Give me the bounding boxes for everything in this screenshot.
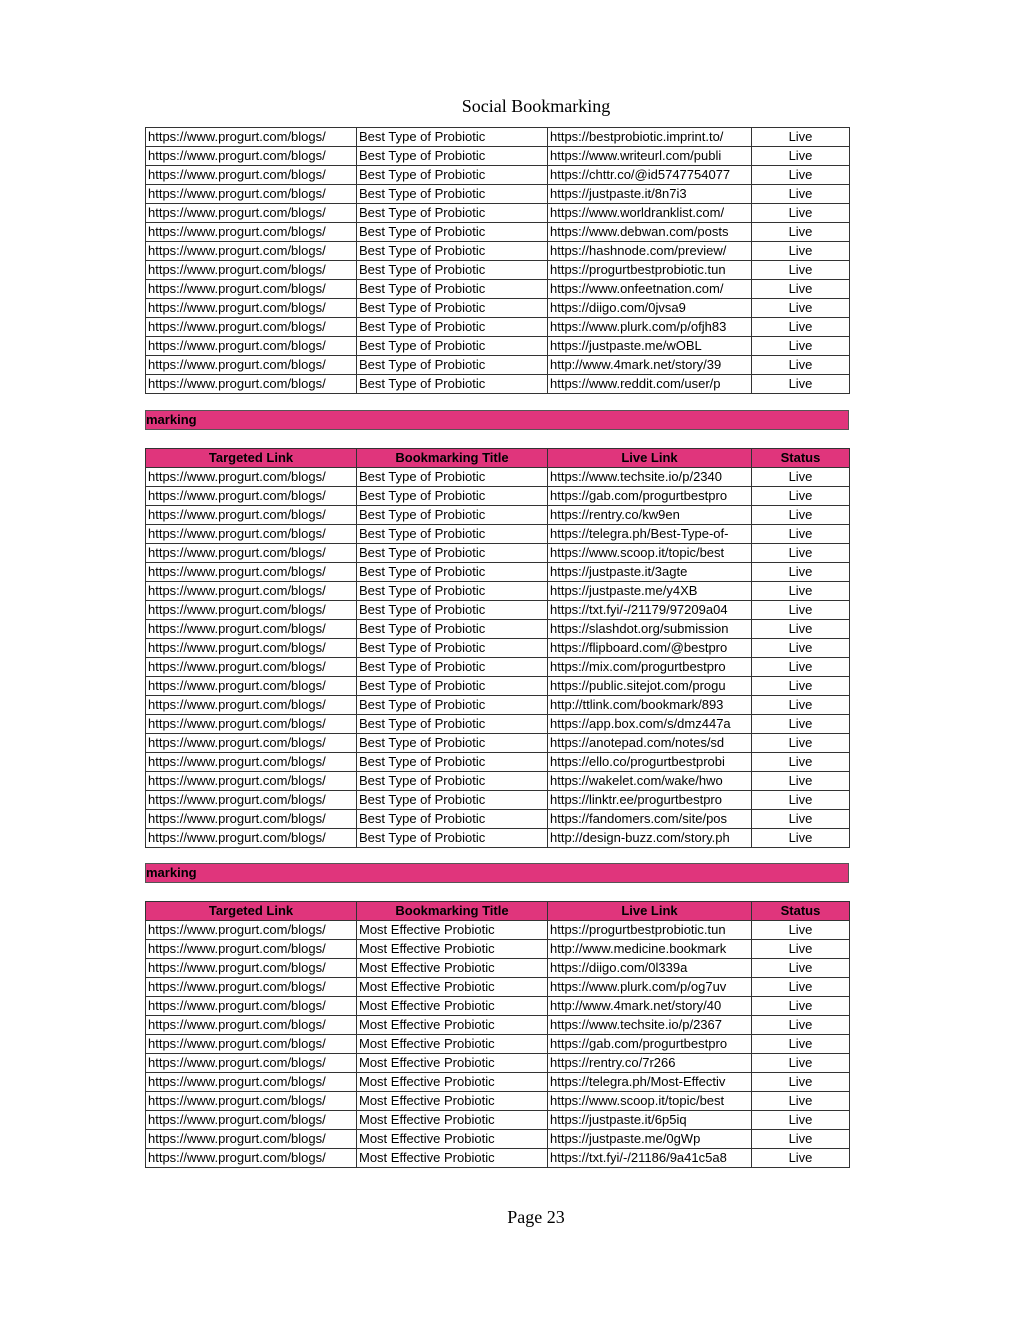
bookmarking-title-cell: Best Type of Probiotic — [357, 280, 548, 299]
column-header-live-link: Live Link — [548, 449, 752, 468]
targeted-link-cell[interactable]: https://www.progurt.com/blogs/ — [146, 261, 357, 280]
targeted-link-cell[interactable]: https://www.progurt.com/blogs/ — [146, 677, 357, 696]
targeted-link-cell[interactable]: https://www.progurt.com/blogs/ — [146, 829, 357, 848]
live-link-cell[interactable]: https://txt.fyi/-/21186/9a41c5a8 — [548, 1149, 752, 1168]
bookmarking-title-cell: Best Type of Probiotic — [357, 375, 548, 394]
bookmarking-title-cell: Most Effective Probiotic — [357, 997, 548, 1016]
status-cell: Live — [752, 204, 850, 223]
status-cell: Live — [752, 959, 850, 978]
targeted-link-cell[interactable]: https://www.progurt.com/blogs/ — [146, 940, 357, 959]
targeted-link-cell[interactable]: https://www.progurt.com/blogs/ — [146, 1073, 357, 1092]
table-row — [146, 299, 850, 318]
table-row — [146, 468, 850, 487]
targeted-link-cell[interactable]: https://www.progurt.com/blogs/ — [146, 696, 357, 715]
status-cell: Live — [752, 677, 850, 696]
table-row — [146, 1130, 850, 1149]
bookmark-table-1 — [145, 127, 850, 394]
bookmarking-title-cell: Most Effective Probiotic — [357, 978, 548, 997]
bookmarking-title-cell: Best Type of Probiotic — [357, 318, 548, 337]
bookmarking-title-cell: Most Effective Probiotic — [357, 1149, 548, 1168]
targeted-link-cell[interactable]: https://www.progurt.com/blogs/ — [146, 147, 357, 166]
bookmarking-title-cell: Most Effective Probiotic — [357, 1130, 548, 1149]
bookmarking-title-cell: Best Type of Probiotic — [357, 242, 548, 261]
targeted-link-cell[interactable]: https://www.progurt.com/blogs/ — [146, 375, 357, 394]
status-cell: Live — [752, 940, 850, 959]
targeted-link-cell[interactable]: https://www.progurt.com/blogs/ — [146, 978, 357, 997]
table-row — [146, 356, 850, 375]
live-link-cell[interactable]: https://www.plurk.com/p/ofjh83 — [548, 318, 752, 337]
targeted-link-cell[interactable]: https://www.progurt.com/blogs/ — [146, 223, 357, 242]
status-cell: Live — [752, 696, 850, 715]
bookmarking-title-cell: Best Type of Probiotic — [357, 487, 548, 506]
status-cell: Live — [752, 223, 850, 242]
live-link-cell[interactable]: https://www.worldranklist.com/ — [548, 204, 752, 223]
status-cell: Live — [752, 166, 850, 185]
status-cell: Live — [752, 128, 850, 147]
status-cell: Live — [752, 1149, 850, 1168]
targeted-link-cell[interactable]: https://www.progurt.com/blogs/ — [146, 772, 357, 791]
live-link-cell[interactable]: http://ttlink.com/bookmark/893 — [548, 696, 752, 715]
section-header-bar: marking — [145, 410, 849, 430]
table-row — [146, 242, 850, 261]
table-row — [146, 921, 850, 940]
live-link-cell[interactable]: https://diigo.com/0jvsa9 — [548, 299, 752, 318]
bookmarking-title-cell: Best Type of Probiotic — [357, 544, 548, 563]
targeted-link-cell[interactable]: https://www.progurt.com/blogs/ — [146, 1130, 357, 1149]
table-row — [146, 940, 850, 959]
targeted-link-cell[interactable]: https://www.progurt.com/blogs/ — [146, 658, 357, 677]
table-row — [146, 997, 850, 1016]
targeted-link-cell[interactable]: https://www.progurt.com/blogs/ — [146, 734, 357, 753]
live-link-cell[interactable]: https://www.reddit.com/user/p — [548, 375, 752, 394]
status-cell: Live — [752, 261, 850, 280]
status-cell: Live — [752, 487, 850, 506]
table-row — [146, 734, 850, 753]
targeted-link-cell[interactable]: https://www.progurt.com/blogs/ — [146, 810, 357, 829]
status-cell: Live — [752, 242, 850, 261]
status-cell: Live — [752, 601, 850, 620]
targeted-link-cell[interactable]: https://www.progurt.com/blogs/ — [146, 1035, 357, 1054]
live-link-cell[interactable]: https://progurtbestprobiotic.tun — [548, 921, 752, 940]
targeted-link-cell[interactable]: https://www.progurt.com/blogs/ — [146, 242, 357, 261]
bookmarking-title-cell: Best Type of Probiotic — [357, 601, 548, 620]
live-link-cell[interactable]: https://chttr.co/@id5747754077 — [548, 166, 752, 185]
status-cell: Live — [752, 582, 850, 601]
live-link-cell[interactable]: https://justpaste.me/wOBL — [548, 337, 752, 356]
targeted-link-cell[interactable]: https://www.progurt.com/blogs/ — [146, 356, 357, 375]
live-link-cell[interactable]: https://www.techsite.io/p/2367 — [548, 1016, 752, 1035]
table-row — [146, 1073, 850, 1092]
bookmarking-title-cell: Best Type of Probiotic — [357, 791, 548, 810]
targeted-link-cell[interactable]: https://www.progurt.com/blogs/ — [146, 959, 357, 978]
status-cell: Live — [752, 1073, 850, 1092]
bookmarking-title-cell: Most Effective Probiotic — [357, 1073, 548, 1092]
status-cell: Live — [752, 1016, 850, 1035]
table-row — [146, 185, 850, 204]
live-link-cell[interactable]: http://www.4mark.net/story/39 — [548, 356, 752, 375]
live-link-cell[interactable]: https://ello.co/progurtbestprobi — [548, 753, 752, 772]
page-number: Page 23 — [507, 1207, 565, 1227]
column-header-bookmarking-title: Bookmarking Title — [357, 449, 548, 468]
bookmarking-title-cell: Best Type of Probiotic — [357, 753, 548, 772]
live-link-cell[interactable]: https://www.plurk.com/p/og7uv — [548, 978, 752, 997]
targeted-link-cell[interactable]: https://www.progurt.com/blogs/ — [146, 1092, 357, 1111]
bookmarking-title-cell: Best Type of Probiotic — [357, 696, 548, 715]
bookmarking-title-cell: Most Effective Probiotic — [357, 1035, 548, 1054]
bookmarking-title-cell: Best Type of Probiotic — [357, 658, 548, 677]
live-link-cell[interactable]: https://www.scoop.it/topic/best — [548, 544, 752, 563]
status-cell: Live — [752, 506, 850, 525]
live-link-cell[interactable]: https://rentry.co/kw9en — [548, 506, 752, 525]
live-link-cell[interactable]: http://www.4mark.net/story/40 — [548, 997, 752, 1016]
bookmarking-title-cell: Most Effective Probiotic — [357, 921, 548, 940]
table-row — [146, 715, 850, 734]
status-cell: Live — [752, 356, 850, 375]
table-row — [146, 753, 850, 772]
bookmarking-title-cell: Best Type of Probiotic — [357, 734, 548, 753]
bookmarking-title-cell: Best Type of Probiotic — [357, 620, 548, 639]
targeted-link-cell[interactable]: https://www.progurt.com/blogs/ — [146, 791, 357, 810]
status-cell: Live — [752, 921, 850, 940]
table-row — [146, 128, 850, 147]
table-row — [146, 487, 850, 506]
targeted-link-cell[interactable]: https://www.progurt.com/blogs/ — [146, 280, 357, 299]
status-cell: Live — [752, 318, 850, 337]
table-row — [146, 791, 850, 810]
bookmarking-title-cell: Best Type of Probiotic — [357, 223, 548, 242]
bookmarking-title-cell: Best Type of Probiotic — [357, 185, 548, 204]
live-link-cell[interactable]: http://www.medicine.bookmark — [548, 940, 752, 959]
status-cell: Live — [752, 1054, 850, 1073]
status-cell: Live — [752, 280, 850, 299]
status-cell: Live — [752, 299, 850, 318]
bookmarking-title-cell: Best Type of Probiotic — [357, 772, 548, 791]
live-link-cell[interactable]: https://bestprobiotic.imprint.to/ — [548, 128, 752, 147]
table-row — [146, 1111, 850, 1130]
live-link-cell[interactable]: https://telegra.ph/Best-Type-of- — [548, 525, 752, 544]
table-row — [146, 147, 850, 166]
column-header-targeted-link: Targeted Link — [146, 902, 357, 921]
bookmarking-title-cell: Most Effective Probiotic — [357, 1092, 548, 1111]
column-header-targeted-link: Targeted Link — [146, 449, 357, 468]
targeted-link-cell[interactable]: https://www.progurt.com/blogs/ — [146, 525, 357, 544]
status-cell: Live — [752, 337, 850, 356]
targeted-link-cell[interactable]: https://www.progurt.com/blogs/ — [146, 337, 357, 356]
bookmarking-title-cell: Best Type of Probiotic — [357, 468, 548, 487]
live-link-cell[interactable]: https://justpaste.me/y4XB — [548, 582, 752, 601]
targeted-link-cell[interactable]: https://www.progurt.com/blogs/ — [146, 582, 357, 601]
column-header-status: Status — [752, 449, 850, 468]
bookmark-table-3 — [145, 901, 850, 1168]
status-cell: Live — [752, 639, 850, 658]
targeted-link-cell[interactable]: https://www.progurt.com/blogs/ — [146, 185, 357, 204]
status-cell: Live — [752, 1092, 850, 1111]
table-row — [146, 261, 850, 280]
bookmarking-title-cell: Best Type of Probiotic — [357, 506, 548, 525]
live-link-cell[interactable]: https://justpaste.it/6p5iq — [548, 1111, 752, 1130]
table-row — [146, 337, 850, 356]
targeted-link-cell[interactable]: https://www.progurt.com/blogs/ — [146, 921, 357, 940]
bookmarking-title-cell: Best Type of Probiotic — [357, 677, 548, 696]
status-cell: Live — [752, 978, 850, 997]
targeted-link-cell[interactable]: https://www.progurt.com/blogs/ — [146, 563, 357, 582]
table-row — [146, 280, 850, 299]
table-row — [146, 959, 850, 978]
live-link-cell[interactable]: https://gab.com/progurtbestpro — [548, 1035, 752, 1054]
section-header-bar: marking — [145, 863, 849, 883]
bookmarking-title-cell: Most Effective Probiotic — [357, 1111, 548, 1130]
status-cell: Live — [752, 829, 850, 848]
live-link-cell[interactable]: https://justpaste.me/0gWp — [548, 1130, 752, 1149]
bookmarking-title-cell: Most Effective Probiotic — [357, 940, 548, 959]
status-cell: Live — [752, 997, 850, 1016]
table-row — [146, 525, 850, 544]
table-row — [146, 544, 850, 563]
live-link-cell[interactable]: https://linktr.ee/progurtbestpro — [548, 791, 752, 810]
live-link-cell[interactable]: https://public.sitejot.com/progu — [548, 677, 752, 696]
bookmarking-title-cell: Most Effective Probiotic — [357, 959, 548, 978]
table-row — [146, 696, 850, 715]
table-row — [146, 772, 850, 791]
live-link-cell[interactable]: https://www.debwan.com/posts — [548, 223, 752, 242]
page-title: Social Bookmarking — [461, 96, 611, 116]
table-row — [146, 810, 850, 829]
bookmarking-title-cell: Best Type of Probiotic — [357, 563, 548, 582]
status-cell: Live — [752, 753, 850, 772]
status-cell: Live — [752, 791, 850, 810]
targeted-link-cell[interactable]: https://www.progurt.com/blogs/ — [146, 753, 357, 772]
status-cell: Live — [752, 1035, 850, 1054]
table-row — [146, 582, 850, 601]
bookmarking-title-cell: Best Type of Probiotic — [357, 204, 548, 223]
status-cell: Live — [752, 1111, 850, 1130]
live-link-cell[interactable]: https://rentry.co/7r266 — [548, 1054, 752, 1073]
targeted-link-cell[interactable]: https://www.progurt.com/blogs/ — [146, 506, 357, 525]
table-row — [146, 223, 850, 242]
table-row — [146, 166, 850, 185]
table-row — [146, 204, 850, 223]
targeted-link-cell[interactable]: https://www.progurt.com/blogs/ — [146, 318, 357, 337]
table-row — [146, 318, 850, 337]
targeted-link-cell[interactable]: https://www.progurt.com/blogs/ — [146, 544, 357, 563]
table-row — [146, 658, 850, 677]
live-link-cell[interactable]: https://justpaste.it/8n7i3 — [548, 185, 752, 204]
bookmarking-title-cell: Best Type of Probiotic — [357, 639, 548, 658]
table-row — [146, 1092, 850, 1111]
targeted-link-cell[interactable]: https://www.progurt.com/blogs/ — [146, 1111, 357, 1130]
live-link-cell[interactable]: https://www.onfeetnation.com/ — [548, 280, 752, 299]
column-header-live-link: Live Link — [548, 902, 752, 921]
table-header-row — [146, 902, 850, 921]
targeted-link-cell[interactable]: https://www.progurt.com/blogs/ — [146, 468, 357, 487]
table-row — [146, 978, 850, 997]
status-cell: Live — [752, 147, 850, 166]
live-link-cell[interactable]: https://www.techsite.io/p/2340 — [548, 468, 752, 487]
column-header-bookmarking-title: Bookmarking Title — [357, 902, 548, 921]
status-cell: Live — [752, 525, 850, 544]
bookmarking-title-cell: Best Type of Probiotic — [357, 261, 548, 280]
bookmarking-title-cell: Best Type of Probiotic — [357, 715, 548, 734]
bookmark-table-2 — [145, 448, 850, 848]
targeted-link-cell[interactable]: https://www.progurt.com/blogs/ — [146, 204, 357, 223]
live-link-cell[interactable]: https://www.scoop.it/topic/best — [548, 1092, 752, 1111]
table-row — [146, 563, 850, 582]
targeted-link-cell[interactable]: https://www.progurt.com/blogs/ — [146, 166, 357, 185]
live-link-cell[interactable]: https://progurtbestprobiotic.tun — [548, 261, 752, 280]
live-link-cell[interactable]: https://wakelet.com/wake/hwo — [548, 772, 752, 791]
table-row — [146, 1149, 850, 1168]
live-link-cell[interactable]: https://diigo.com/0l339a — [548, 959, 752, 978]
bookmarking-title-cell: Best Type of Probiotic — [357, 356, 548, 375]
status-cell: Live — [752, 375, 850, 394]
table-row — [146, 1054, 850, 1073]
status-cell: Live — [752, 185, 850, 204]
bookmarking-title-cell: Best Type of Probiotic — [357, 525, 548, 544]
targeted-link-cell[interactable]: https://www.progurt.com/blogs/ — [146, 997, 357, 1016]
targeted-link-cell[interactable]: https://www.progurt.com/blogs/ — [146, 299, 357, 318]
targeted-link-cell[interactable]: https://www.progurt.com/blogs/ — [146, 1054, 357, 1073]
live-link-cell[interactable]: https://hashnode.com/preview/ — [548, 242, 752, 261]
live-link-cell[interactable]: https://mix.com/progurtbestpro — [548, 658, 752, 677]
table-row — [146, 639, 850, 658]
live-link-cell[interactable]: https://www.writeurl.com/publi — [548, 147, 752, 166]
bookmarking-title-cell: Most Effective Probiotic — [357, 1016, 548, 1035]
bookmarking-title-cell: Best Type of Probiotic — [357, 810, 548, 829]
live-link-cell[interactable]: https://slashdot.org/submission — [548, 620, 752, 639]
status-cell: Live — [752, 715, 850, 734]
live-link-cell[interactable]: https://fandomers.com/site/pos — [548, 810, 752, 829]
targeted-link-cell[interactable]: https://www.progurt.com/blogs/ — [146, 1016, 357, 1035]
live-link-cell[interactable]: https://telegra.ph/Most-Effectiv — [548, 1073, 752, 1092]
status-cell: Live — [752, 810, 850, 829]
status-cell: Live — [752, 772, 850, 791]
status-cell: Live — [752, 1130, 850, 1149]
table-header-row — [146, 449, 850, 468]
column-header-status: Status — [752, 902, 850, 921]
live-link-cell[interactable]: http://design-buzz.com/story.ph — [548, 829, 752, 848]
status-cell: Live — [752, 563, 850, 582]
targeted-link-cell[interactable]: https://www.progurt.com/blogs/ — [146, 128, 357, 147]
status-cell: Live — [752, 734, 850, 753]
live-link-cell[interactable]: https://justpaste.it/3agte — [548, 563, 752, 582]
targeted-link-cell[interactable]: https://www.progurt.com/blogs/ — [146, 601, 357, 620]
table-row — [146, 829, 850, 848]
status-cell: Live — [752, 658, 850, 677]
table-row — [146, 620, 850, 639]
live-link-cell[interactable]: https://app.box.com/s/dmz447a — [548, 715, 752, 734]
targeted-link-cell[interactable]: https://www.progurt.com/blogs/ — [146, 715, 357, 734]
bookmarking-title-cell: Best Type of Probiotic — [357, 166, 548, 185]
live-link-cell[interactable]: https://flipboard.com/@bestpro — [548, 639, 752, 658]
live-link-cell[interactable]: https://txt.fyi/-/21179/97209a04 — [548, 601, 752, 620]
targeted-link-cell[interactable]: https://www.progurt.com/blogs/ — [146, 487, 357, 506]
live-link-cell[interactable]: https://anotepad.com/notes/sd — [548, 734, 752, 753]
table-row — [146, 506, 850, 525]
table-row — [146, 677, 850, 696]
table-row — [146, 1016, 850, 1035]
status-cell: Live — [752, 620, 850, 639]
targeted-link-cell[interactable]: https://www.progurt.com/blogs/ — [146, 639, 357, 658]
table-row — [146, 375, 850, 394]
bookmarking-title-cell: Best Type of Probiotic — [357, 337, 548, 356]
live-link-cell[interactable]: https://gab.com/progurtbestpro — [548, 487, 752, 506]
table-row — [146, 1035, 850, 1054]
bookmarking-title-cell: Best Type of Probiotic — [357, 582, 548, 601]
status-cell: Live — [752, 544, 850, 563]
bookmarking-title-cell: Best Type of Probiotic — [357, 829, 548, 848]
bookmarking-title-cell: Best Type of Probiotic — [357, 299, 548, 318]
targeted-link-cell[interactable]: https://www.progurt.com/blogs/ — [146, 1149, 357, 1168]
bookmarking-title-cell: Best Type of Probiotic — [357, 128, 548, 147]
bookmarking-title-cell: Best Type of Probiotic — [357, 147, 548, 166]
table-row — [146, 601, 850, 620]
status-cell: Live — [752, 468, 850, 487]
bookmarking-title-cell: Most Effective Probiotic — [357, 1054, 548, 1073]
targeted-link-cell[interactable]: https://www.progurt.com/blogs/ — [146, 620, 357, 639]
